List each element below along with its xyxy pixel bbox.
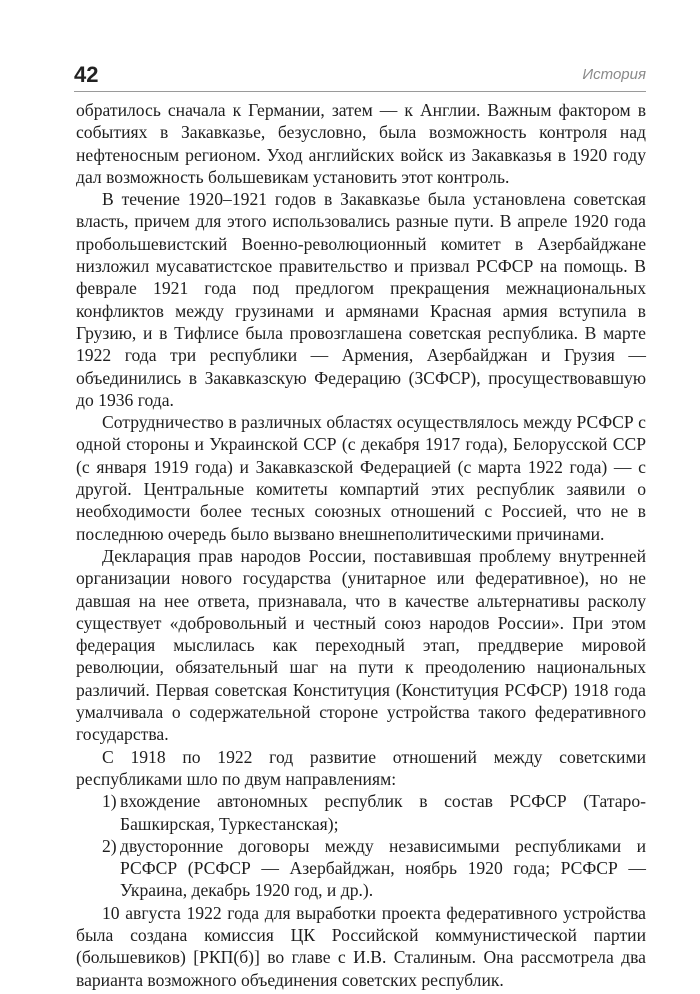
paragraph-continued: обратилось сначала к Германии, затем — к Англии. Важным фактором в событиях в Закавказье, безусловно, была возможность контроля над нефтеносным регионом. Уход английских войск из Закавказья в 1920 году дал возможность большевикам установить этот контроль.	[76, 100, 646, 187]
paragraph: Сотрудничество в различных областях осуществлялось между РСФСР с одной стороны и Украинской ССР (с декабря 1917 года), Белорусской ССР (с января 1919 года) и Закавказской Федерацией (с марта 1922 года) — с другой. Центральные комитеты компартий этих республик заявили о необходимости более тесных союзных отношений с Россией, что не в последнюю очередь было вызвано внешнеполитическими причинами.	[76, 412, 646, 544]
page-number: 42	[74, 62, 99, 87]
page-header	[74, 62, 646, 92]
list-item-number: 2)	[102, 835, 117, 856]
paragraph: 10 августа 1922 года для выработки проекта федеративного устройства была создана комиссия ЦК Российской коммунистической партии (большевиков) [РКП(б)] во главе с И.В. Сталиным. Она рассмотрела два варианта возможного объединения советских республик.	[76, 902, 646, 990]
page-body	[76, 99, 646, 991]
header-rule	[74, 91, 646, 92]
list-item	[76, 790, 646, 835]
list-item	[76, 835, 646, 902]
numbered-list	[76, 790, 646, 901]
running-title: История	[582, 66, 646, 83]
paragraph: Декларация прав народов России, поставившая проблему внутренней организации нового государства (унитарное или федеративное), но не давшая на нее ответа, признавала, что в качестве альтернативы расколу существует «добровольный и честный союз народов России». При этом федерация мыслилась как переходный этап, преддверие мировой революции, обязательный шаг на пути к преодолению национальных различий. Первая советская Конституция (Конституция РСФСР) 1918 года умалчивала о содержательной стороне устройства такого федеративного государства.	[76, 545, 646, 745]
list-item-number: 1)	[102, 791, 117, 812]
paragraph: С 1918 по 1922 год развитие отношений между советскими республиками шло по двум направлениям:	[76, 746, 646, 789]
list-item-text: вхождение автономных республик в состав РСФСР (Татаро-Башкирская, Туркестанская);	[120, 791, 646, 834]
paragraph: В течение 1920–1921 годов в Закавказье была установлена советская власть, причем для этого использовались разные пути. В апреле 1920 года пробольшевистский Военно-революционный комитет в Азербайджане низложил мусаватистское правительство и призвал РСФСР на помощь. В феврале 1921 года под предлогом прекращения межнациональных конфликтов между грузинами и армянами Красная армия вступила в Грузию, и в Тифлисе была провозглашена советская республика. В марте 1922 года три республики — Армения, Азербайджан и Грузия — объединились в Закавказскую Федерацию (ЗСФСР), просуществовавшую до 1936 года.	[76, 189, 646, 410]
list-item-text: двусторонние договоры между независимыми республиками и РСФСР (РСФСР — Азербайджан, ноябрь 1920 года; РСФСР — Украина, декабрь 1920 год, и др.).	[120, 835, 646, 901]
